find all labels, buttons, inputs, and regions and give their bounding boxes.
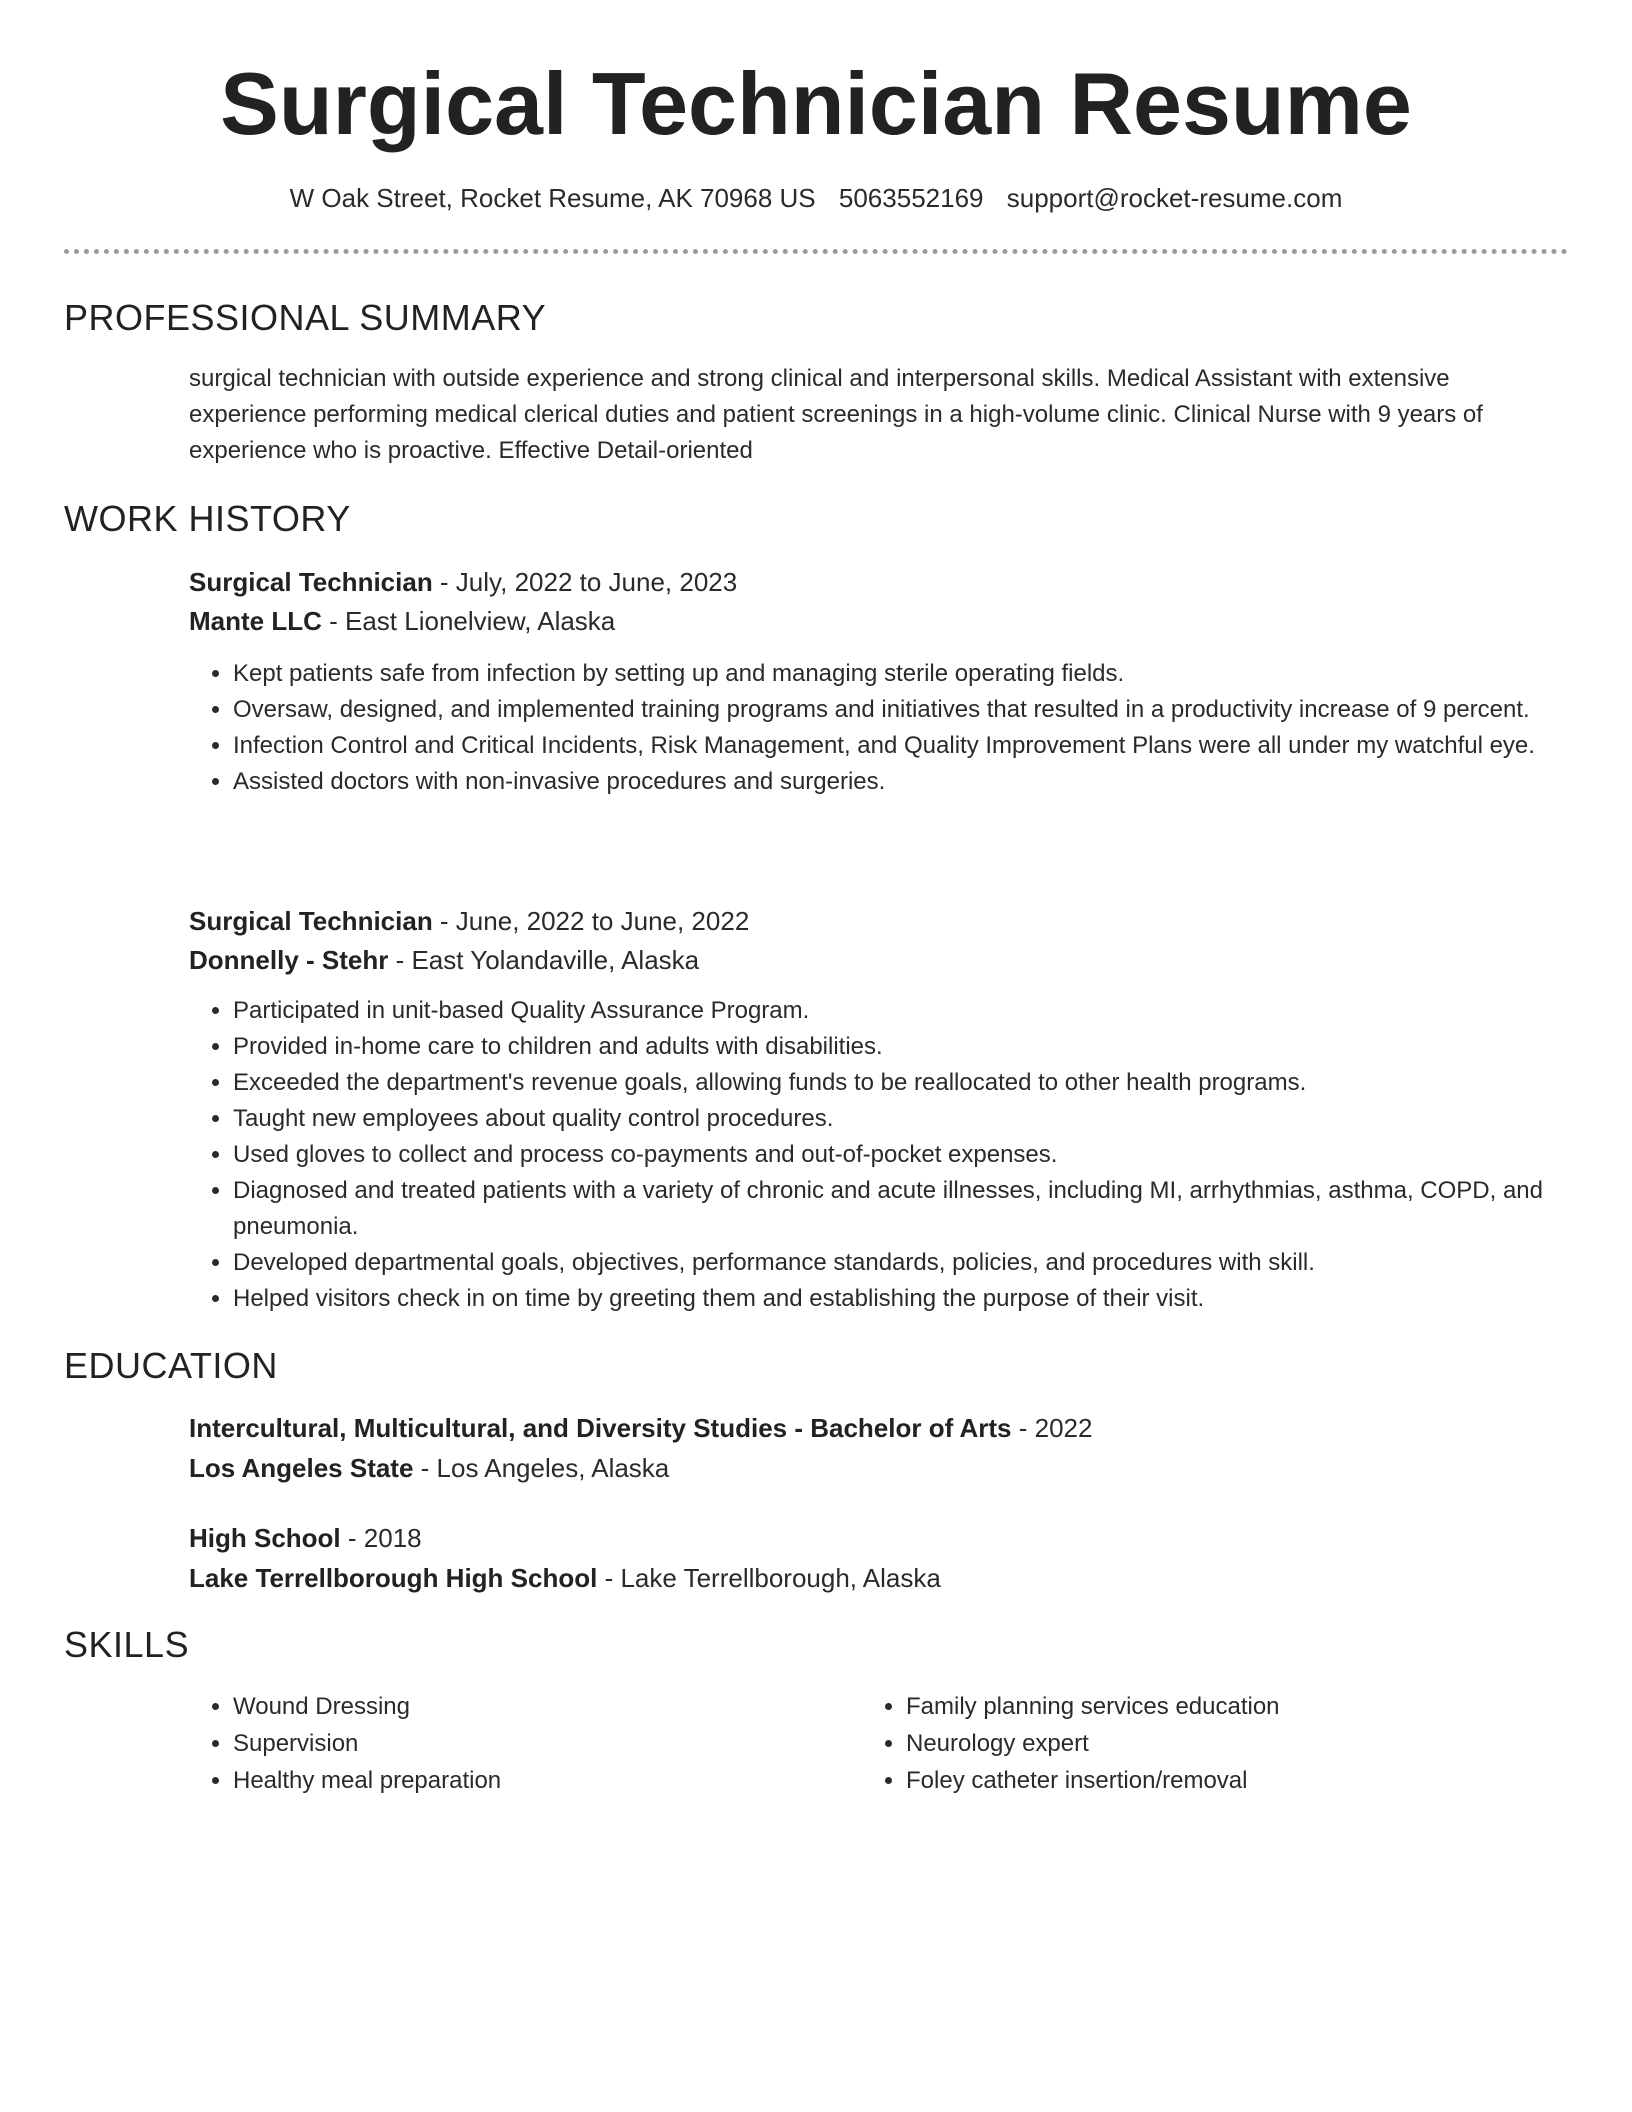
education-school-line	[189, 1559, 1569, 1597]
job-bullets	[189, 993, 1549, 1317]
skill-item: • Wound Dressing	[233, 1688, 829, 1725]
education-location: - Los Angeles, Alaska	[413, 1453, 670, 1483]
education-degree: Intercultural, Multicultural, and Diversity Studies - Bachelor of Arts	[189, 1413, 1012, 1443]
contact-email[interactable]: support@rocket-resume.com	[1006, 183, 1343, 213]
skill-item: • Neurology expert	[906, 1725, 1502, 1762]
resume-title: Surgical Technician Resume	[220, 54, 1412, 153]
education-heading: EDUCATION	[64, 1345, 278, 1386]
skill-item: • Healthy meal preparation	[233, 1762, 829, 1799]
job-company-line	[189, 602, 1569, 640]
list-item: • Provided in-home care to children and adults with disabilities.	[233, 1029, 1549, 1065]
skills-heading: SKILLS	[64, 1624, 190, 1665]
list-item: • Diagnosed and treated patients with a variety of chronic and acute illnesses, including MI, arrhythmias, asthma, COPD, and pneumonia.	[233, 1173, 1549, 1245]
skill-item: • Foley catheter insertion/removal	[906, 1762, 1502, 1799]
work-history-heading: WORK HISTORY	[64, 498, 351, 539]
contact-phone[interactable]: 5063552169	[838, 183, 984, 213]
job-company-line	[189, 941, 1569, 979]
summary-text: surgical technician with outside experience and strong clinical and interpersonal skills. Medical Assistant with extensive experience performing medical clerical duties and patient screenings in a high-volume clinic. Clinical Nurse with 9 years of experience who is proactive. Effective Detail-oriented	[189, 365, 1483, 464]
header-divider	[64, 249, 1568, 254]
job-title: Surgical Technician	[189, 906, 433, 936]
contact-address: W Oak Street, Rocket Resume, AK 70968 US	[289, 183, 816, 213]
job-company: Mante LLC	[189, 606, 322, 636]
job-dates: - July, 2022 to June, 2023	[432, 567, 738, 597]
education-degree-line	[189, 1409, 1569, 1447]
skill-item: • Family planning services education	[906, 1688, 1502, 1725]
education-degree-line	[189, 1519, 1569, 1557]
list-item: • Helped visitors check in on time by greeting them and establishing the purpose of their visit.	[233, 1281, 1549, 1317]
list-item: • Developed departmental goals, objectives, performance standards, policies, and procedures with skill.	[233, 1245, 1549, 1281]
list-item: • Taught new employees about quality control procedures.	[233, 1101, 1549, 1137]
skill-item: • Supervision	[233, 1725, 829, 1762]
job-location: - East Yolandaville, Alaska	[388, 945, 700, 975]
summary-heading: PROFESSIONAL SUMMARY	[64, 297, 547, 338]
list-item: • Used gloves to collect and process co-payments and out-of-pocket expenses.	[233, 1137, 1549, 1173]
education-year: - 2022	[1011, 1413, 1093, 1443]
education-school: Los Angeles State	[189, 1453, 414, 1483]
skills-list-left	[189, 1688, 829, 1799]
education-location: - Lake Terrellborough, Alaska	[597, 1563, 941, 1593]
list-item: • Oversaw, designed, and implemented training programs and initiatives that resulted in a productivity increase of 9 percent.	[233, 692, 1549, 728]
job-title-line	[189, 563, 1569, 601]
job-title: Surgical Technician	[189, 567, 433, 597]
education-degree: High School	[189, 1523, 341, 1553]
job-company: Donnelly - Stehr	[189, 945, 389, 975]
list-item: • Assisted doctors with non-invasive procedures and surgeries.	[233, 764, 1549, 800]
education-school: Lake Terrellborough High School	[189, 1563, 598, 1593]
job-dates: - June, 2022 to June, 2022	[432, 906, 750, 936]
skills-list-right	[862, 1688, 1502, 1799]
education-school-line	[189, 1449, 1569, 1487]
list-item: • Participated in unit-based Quality Assurance Program.	[233, 993, 1549, 1029]
contact-line	[0, 180, 1632, 216]
list-item: • Infection Control and Critical Incidents, Risk Management, and Quality Improvement Plans were all under my watchful eye.	[233, 728, 1549, 764]
education-year: - 2018	[340, 1523, 422, 1553]
list-item: • Kept patients safe from infection by setting up and managing sterile operating fields.	[233, 656, 1549, 692]
job-title-line	[189, 902, 1569, 940]
job-bullets	[189, 656, 1549, 800]
job-location: - East Lionelview, Alaska	[321, 606, 616, 636]
list-item: • Exceeded the department's revenue goals, allowing funds to be reallocated to other health programs.	[233, 1065, 1549, 1101]
